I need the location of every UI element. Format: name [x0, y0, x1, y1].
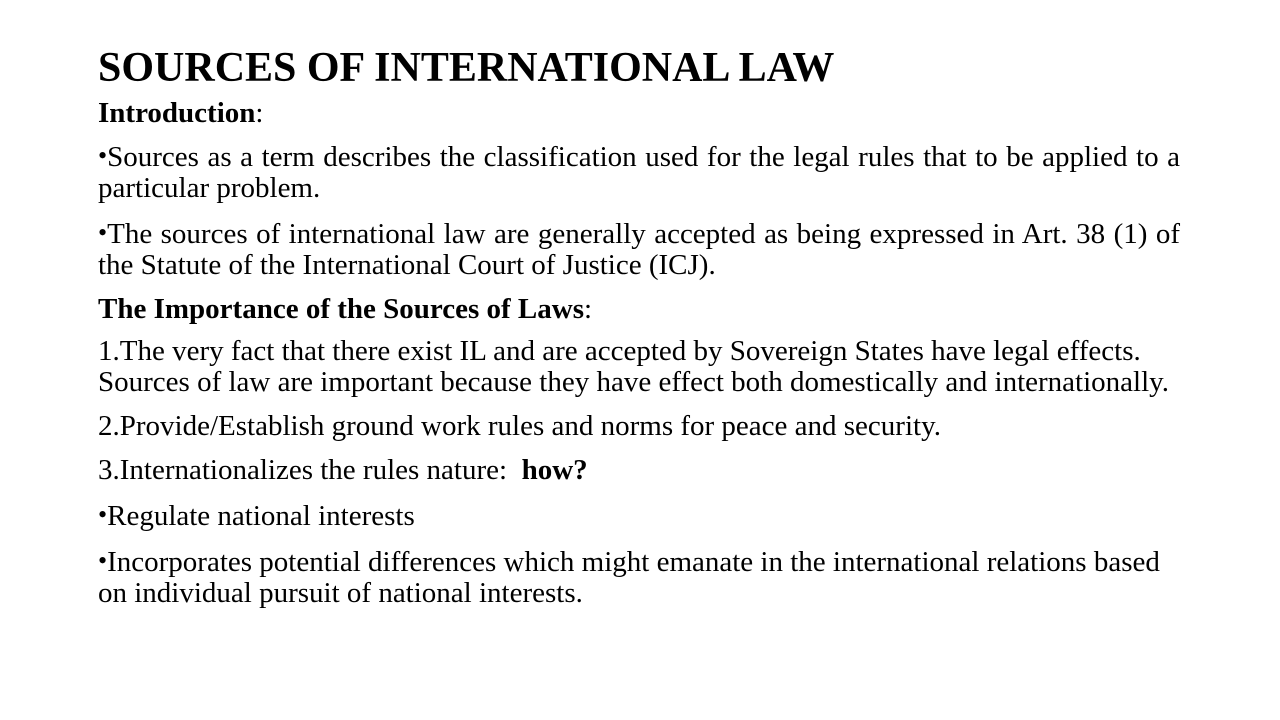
slide-title: SOURCES OF INTERNATIONAL LAW	[98, 45, 835, 91]
bullet-icon: •	[98, 546, 108, 575]
importance-point-3-question: how?	[521, 454, 588, 486]
importance-heading	[98, 294, 1180, 325]
sub-point-2-text: Incorporates potential differences which might emanate in the international relations based on individual pursuit of national interests.	[98, 546, 1160, 609]
introduction-heading	[98, 98, 1180, 129]
importance-point-3-text: 3.Internationalizes the rules nature:	[98, 454, 522, 486]
importance-heading-text: The Importance of the Sources of Laws	[98, 293, 584, 325]
bullet-icon: •	[98, 218, 108, 247]
importance-heading-colon: :	[584, 293, 593, 325]
intro-point-2-text: The sources of international law are generally accepted as being expressed in Art. 38 (1) of the Statute of the International Court of Justice (ICJ).	[98, 218, 1180, 281]
importance-point-3	[98, 455, 1180, 486]
introduction-heading-colon: :	[255, 97, 264, 129]
intro-point-2	[98, 217, 1180, 281]
introduction-heading-text: Introduction	[98, 97, 256, 129]
sub-point-2	[98, 545, 1180, 609]
sub-point-1-text: Regulate national interests	[107, 500, 415, 532]
bullet-icon: •	[98, 141, 108, 170]
intro-point-1	[98, 140, 1180, 204]
sub-point-1	[98, 499, 1180, 532]
importance-point-2: 2.Provide/Establish ground work rules and norms for peace and security.	[98, 410, 941, 442]
importance-point-1: 1.The very fact that there exist IL and are accepted by Sovereign States have legal effects. Sources of law are important because they have effect both domestically and internationally.	[98, 335, 1170, 398]
bullet-icon: •	[98, 500, 108, 529]
intro-point-1-text: Sources as a term describes the classification used for the legal rules that to be applied to a particular problem.	[98, 141, 1180, 204]
